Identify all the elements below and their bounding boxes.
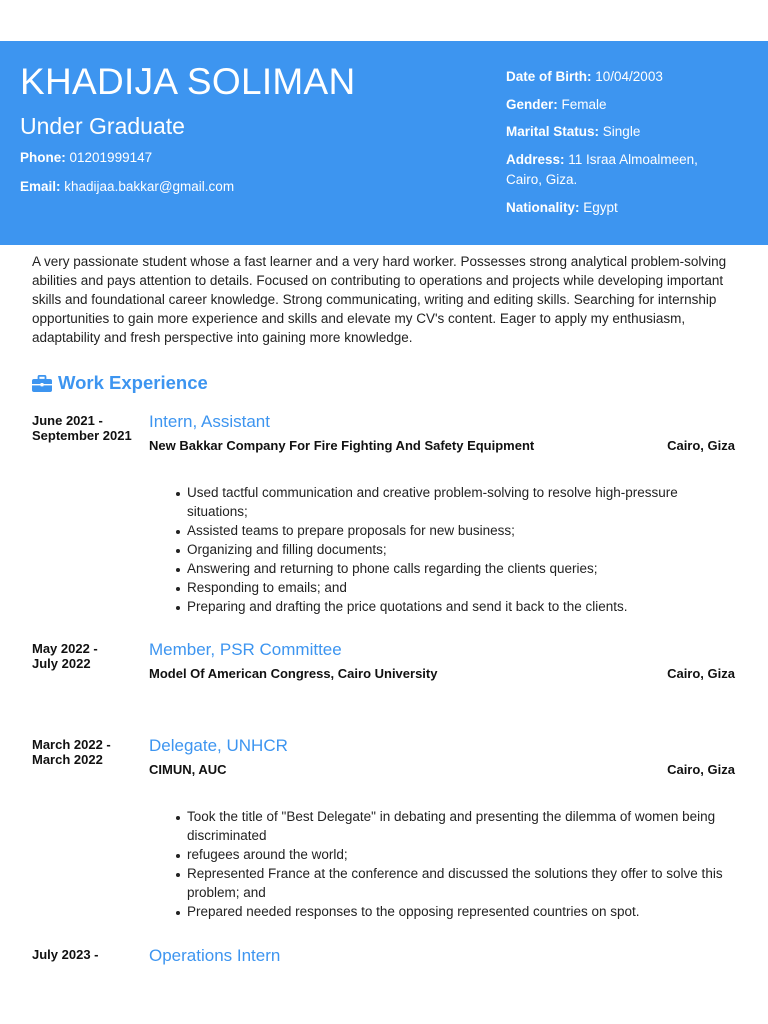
list-item: Took the title of "Best Delegate" in debating and presenting the dilemma of women being discriminated [187, 807, 737, 845]
job-date [32, 738, 144, 767]
list-item: Prepared needed responses to the opposing represented countries on spot. [187, 902, 737, 921]
marital-label: Marital Status: [506, 124, 600, 139]
phone-label: Phone: [20, 150, 66, 165]
person-name: KHADIJA SOLIMAN [20, 61, 356, 102]
job-title: Member, PSR Committee [149, 640, 342, 659]
email-field [20, 177, 234, 197]
job-date [32, 642, 144, 671]
job-date-end: March 2022 [32, 751, 103, 767]
phone-field [20, 148, 152, 168]
list-item: Preparing and drafting the price quotations and send it back to the clients. [187, 597, 737, 616]
address-field [506, 150, 698, 190]
address-value: 11 Israa Almoalmeen, [568, 152, 698, 167]
work-experience-heading [32, 370, 208, 396]
address-label: Address: [506, 152, 565, 167]
job-title: Operations Intern [149, 946, 281, 965]
job-date-start: May 2022 - [32, 641, 98, 656]
list-item: Answering and returning to phone calls regarding the clients queries; [187, 559, 737, 578]
list-item: Assisted teams to prepare proposals for new business; [187, 521, 737, 540]
nationality-value: Egypt [583, 200, 618, 215]
job-location: Cairo, Giza [667, 762, 735, 777]
job-date-end: July 2022 [32, 655, 91, 671]
list-item: Responding to emails; and [187, 578, 737, 597]
job-date-end: September 2021 [32, 427, 132, 443]
briefcase-icon [32, 375, 52, 392]
job-date-start: June 2021 - [32, 413, 103, 428]
gender-value: Female [561, 97, 607, 112]
header-banner [0, 41, 768, 245]
dob-field [506, 67, 663, 87]
email-label: Email: [20, 179, 61, 194]
job-company: CIMUN, AUC [149, 762, 227, 777]
job-location: Cairo, Giza [667, 666, 735, 681]
list-item: Organizing and filling documents; [187, 540, 737, 559]
job-title: Delegate, UNHCR [149, 736, 288, 755]
dob-label: Date of Birth: [506, 69, 592, 84]
list-item: Represented France at the conference and discussed the solutions they offer to solve this problem; and [187, 864, 737, 902]
marital-value: Single [602, 124, 641, 139]
email-value[interactable]: khadijaa.bakkar@gmail.com [64, 179, 235, 194]
profile-summary: A very passionate student whose a fast learner and a very hard worker. Possesses strong analytical problem-solving abilities and pays attention to details. Focused on contributing to operations and projects while developing important skills and foundational career knowledge. Strong communicating, writing and editing skills. Searching for internship opportunities to gain more experience and skills and elevate my CV's content. Eager to apply my enthusiasm, adaptability and fresh perspective into gaining more knowledge. [32, 254, 727, 345]
job-date [32, 414, 144, 443]
nationality-field [506, 198, 618, 218]
job-company: Model Of American Congress, Cairo University [149, 666, 438, 681]
work-experience-title: Work Experience [58, 372, 208, 393]
job-date [32, 948, 144, 963]
address-value-line2: Cairo, Giza. [506, 172, 578, 187]
marital-field [506, 122, 640, 142]
gender-field [506, 95, 607, 115]
phone-value[interactable]: 01201999147 [69, 150, 153, 165]
list-item: refugees around the world; [187, 845, 737, 864]
job-date-start: July 2023 - [32, 947, 99, 962]
job-company: New Bakkar Company For Fire Fighting And Safety Equipment [149, 438, 535, 453]
dob-value: 10/04/2003 [595, 69, 663, 84]
job-responsibilities [187, 483, 737, 616]
job-responsibilities [187, 807, 737, 921]
job-date-start: March 2022 - [32, 737, 111, 752]
job-location: Cairo, Giza [667, 438, 735, 453]
job-title: Intern, Assistant [149, 412, 270, 431]
nationality-label: Nationality: [506, 200, 580, 215]
gender-label: Gender: [506, 97, 558, 112]
list-item: Used tactful communication and creative problem-solving to resolve high-pressure situations; [187, 483, 737, 521]
person-subtitle: Under Graduate [20, 113, 185, 139]
